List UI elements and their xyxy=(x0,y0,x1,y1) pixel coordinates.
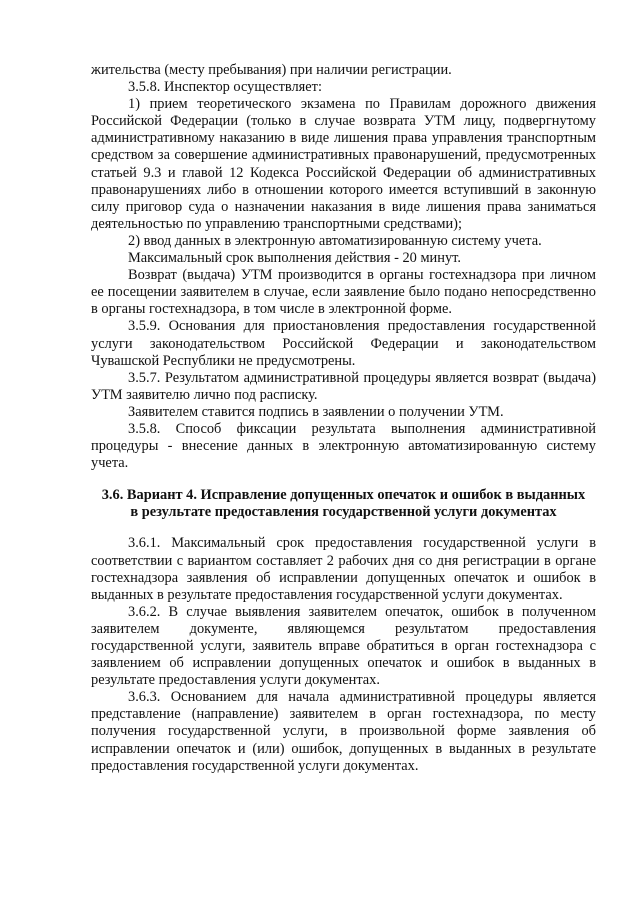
paragraph: 3.6.3. Основанием для начала административной процедуры является представление (направление) заявителем в орган гостехнадзора, по месту получения государственной услуги, в произвольной форме заявления об исправлении опечаток и (или) ошибок, допущенных в выданных в результате предоставления государственной услуги документах. xyxy=(91,689,596,774)
paragraph: 3.5.9. Основания для приостановления предоставления государственной услуги законодательством Российской Федерации и законодательством Чувашской Республики не предусмотрены. xyxy=(91,318,596,369)
paragraph: жительства (месту пребывания) при наличии регистрации. xyxy=(91,62,452,78)
paragraph: Возврат (выдача) УТМ производится в органы гостехнадзора при личном ее посещении заявителем в случае, если заявление было подано непосредственно в органы гостехнадзора, в том числе в электронной форме. xyxy=(91,267,596,318)
paragraph: 1) прием теоретического экзамена по Правилам дорожного движения Российской Федерации (только в случае возврата УТМ лицу, подвергнутому административному наказанию в виде лишения права управления транспортным средством за совершение административных правонарушений, предусмотренных статьей 9.3 и главой 12 Кодекса Российской Федерации об административных правонарушениях либо в отношении которого имеется вступивший в законную силу приговор суда о назначении наказания в виде лишения права заниматься деятельностью по управлению транспортными средствами); xyxy=(91,96,596,232)
spacer xyxy=(91,521,596,535)
paragraph: 3.5.7. Результатом административной процедуры является возврат (выдача) УТМ заявителю лично под расписку. xyxy=(91,369,596,403)
top-paragraphs xyxy=(91,62,596,472)
bottom-paragraphs xyxy=(91,535,596,774)
paragraph: 2) ввод данных в электронную автоматизированную систему учета. xyxy=(128,232,542,249)
paragraph: 3.6.1. Максимальный срок предоставления государственной услуги в соответствии с вариантом составляет 2 рабочих дня со дня регистрации в органе гостехнадзора заявления об исправлении допущенных опечаток и ошибок в выданных в результате предоставления государственной услуги документах. xyxy=(91,535,596,603)
paragraph: Максимальный срок выполнения действия - 20 минут. xyxy=(128,250,461,267)
spacer xyxy=(91,472,596,487)
paragraph: 3.5.8. Способ фиксации результата выполнения административной процедуры - внесение данных в электронную автоматизированную систему учета. xyxy=(91,420,596,472)
paragraph: 3.6.2. В случае выявления заявителем опечаток, ошибок в полученном заявителем документе, являющемся результатом предоставления государственной услуги, заявитель вправе обратиться в орган гостехнадзора с заявлением об исправлении допущенных опечаток и ошибок в выданных в результате предоставления услуги документах. xyxy=(91,603,596,689)
document-page xyxy=(91,62,596,775)
paragraph: Заявителем ставится подпись в заявлении о получении УТМ. xyxy=(128,403,504,420)
paragraph: 3.5.8. Инспектор осуществляет: xyxy=(128,79,322,96)
section-heading: 3.6. Вариант 4. Исправление допущенных опечаток и ошибок в выданных в результате предоставления государственной услуги документах xyxy=(101,487,586,521)
